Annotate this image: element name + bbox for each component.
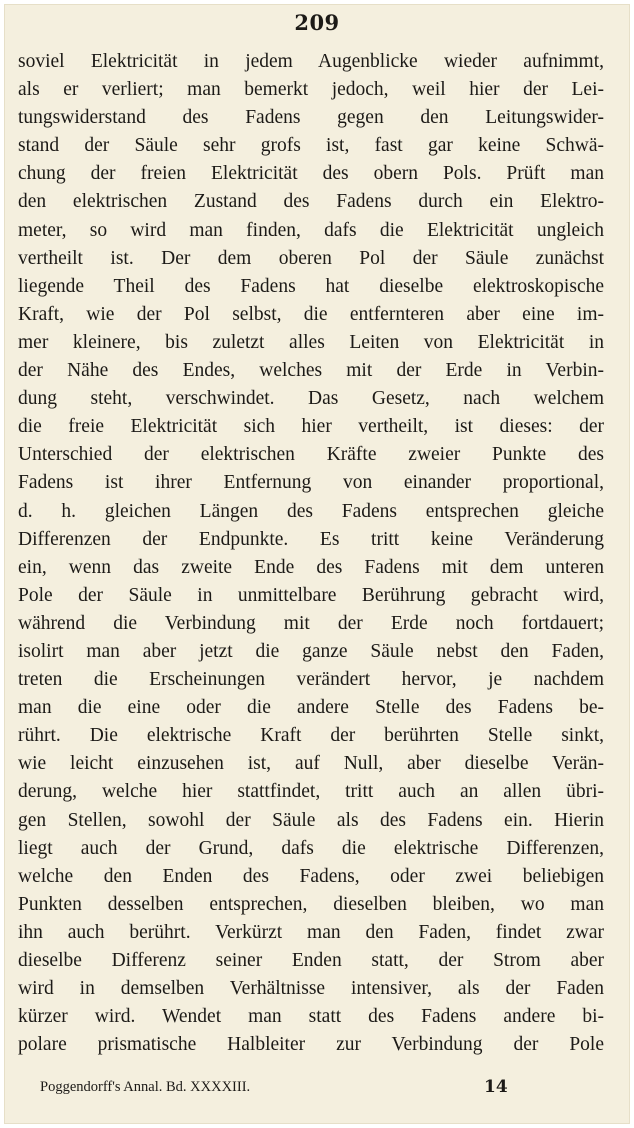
text-line: Kraft, wie der Pol selbst, die entfernteren aber eine im- <box>18 303 604 325</box>
text-line: dung steht, verschwindet. Das Gesetz, nach welchem <box>18 388 604 410</box>
text-line: tungswiderstand des Fadens gegen den Leitungswider- <box>18 107 604 129</box>
page-footer <box>28 1074 614 1100</box>
text-line: derung, welche hier stattfindet, tritt auch an allen übri- <box>18 781 604 803</box>
text-line: meter, so wird man finden, dafs die Elektricität ungleich <box>18 219 604 241</box>
signature-mark: 14 <box>484 1077 508 1097</box>
book-page <box>4 4 630 1124</box>
text-line: stand der Säule sehr grofs ist, fast gar keine Schwä- <box>18 135 604 157</box>
text-line: gen Stellen, sowohl der Säule als des Fadens ein. Hierin <box>18 809 604 831</box>
text-line: polare prismatische Halbleiter zur Verbindung der Pole <box>18 1034 604 1056</box>
text-line: Pole der Säule in unmittelbare Berührung gebracht wird, <box>18 584 604 606</box>
text-line: Differenzen der Endpunkte. Es tritt keine Veränderung <box>18 528 604 550</box>
text-line: man die eine oder die andere Stelle des Fadens be- <box>18 697 604 719</box>
text-line: soviel Elektricität in jedem Augenblicke wieder aufnimmt, <box>18 51 604 72</box>
page-number: 209 <box>294 10 340 35</box>
text-line: als er verliert; man bemerkt jedoch, weil hier der Lei- <box>18 79 604 101</box>
journal-reference: Poggendorff's Annal. Bd. XXXXIII. <box>40 1079 251 1095</box>
text-line: rührt. Die elektrische Kraft der berührten Stelle sinkt, <box>18 725 604 747</box>
text-line: chung der freien Elektricität des obern Pols. Prüft man <box>18 163 604 185</box>
text-line: dieselbe Differenz seiner Enden statt, der Strom aber <box>18 950 604 971</box>
text-line: wie leicht einzusehen ist, auf Null, aber dieselbe Verän- <box>18 753 604 775</box>
text-line: Fadens ist ihrer Entfernung von einander proportional, <box>18 472 604 494</box>
body-text <box>18 48 604 1059</box>
text-line: welche den Enden des Fadens, oder zwei beliebigen <box>18 865 604 887</box>
text-line: der Nähe des Endes, welches mit der Erde in Verbin- <box>18 360 604 382</box>
text-line: Unterschied der elektrischen Kräfte zweier Punkte des <box>18 444 604 466</box>
text-line: ihn auch berührt. Verkürzt man den Faden, findet zwar <box>18 921 604 943</box>
text-line: Punkten desselben entsprechen, dieselben bleiben, wo man <box>18 893 604 915</box>
text-line: wird in demselben Verhältnisse intensiver, als der Faden <box>18 978 604 1000</box>
text-line: d. h. gleichen Längen des Fadens entsprechen gleiche <box>18 500 604 522</box>
text-line: die freie Elektricität sich hier vertheilt, ist dieses: der <box>18 416 604 438</box>
text-line: ein, wenn das zweite Ende des Fadens mit dem unteren <box>18 556 604 578</box>
text-line: mer kleinere, bis zuletzt alles Leiten von Elektricität in <box>18 331 604 353</box>
text-line: kürzer wird. Wendet man statt des Fadens andere bi- <box>18 1006 604 1028</box>
text-line: den elektrischen Zustand des Fadens durch ein Elektro- <box>18 191 604 213</box>
text-line: liegt auch der Grund, dafs die elektrische Differenzen, <box>18 837 604 859</box>
text-line: isolirt man aber jetzt die ganze Säule nebst den Faden, <box>18 640 604 662</box>
text-line: während die Verbindung mit der Erde noch fortdauert; <box>18 612 604 634</box>
text-line: liegende Theil des Fadens hat dieselbe elektroskopische <box>18 275 604 297</box>
text-line: treten die Erscheinungen verändert hervor, je nachdem <box>18 669 604 691</box>
text-line: vertheilt ist. Der dem oberen Pol der Säule zunächst <box>18 247 604 269</box>
